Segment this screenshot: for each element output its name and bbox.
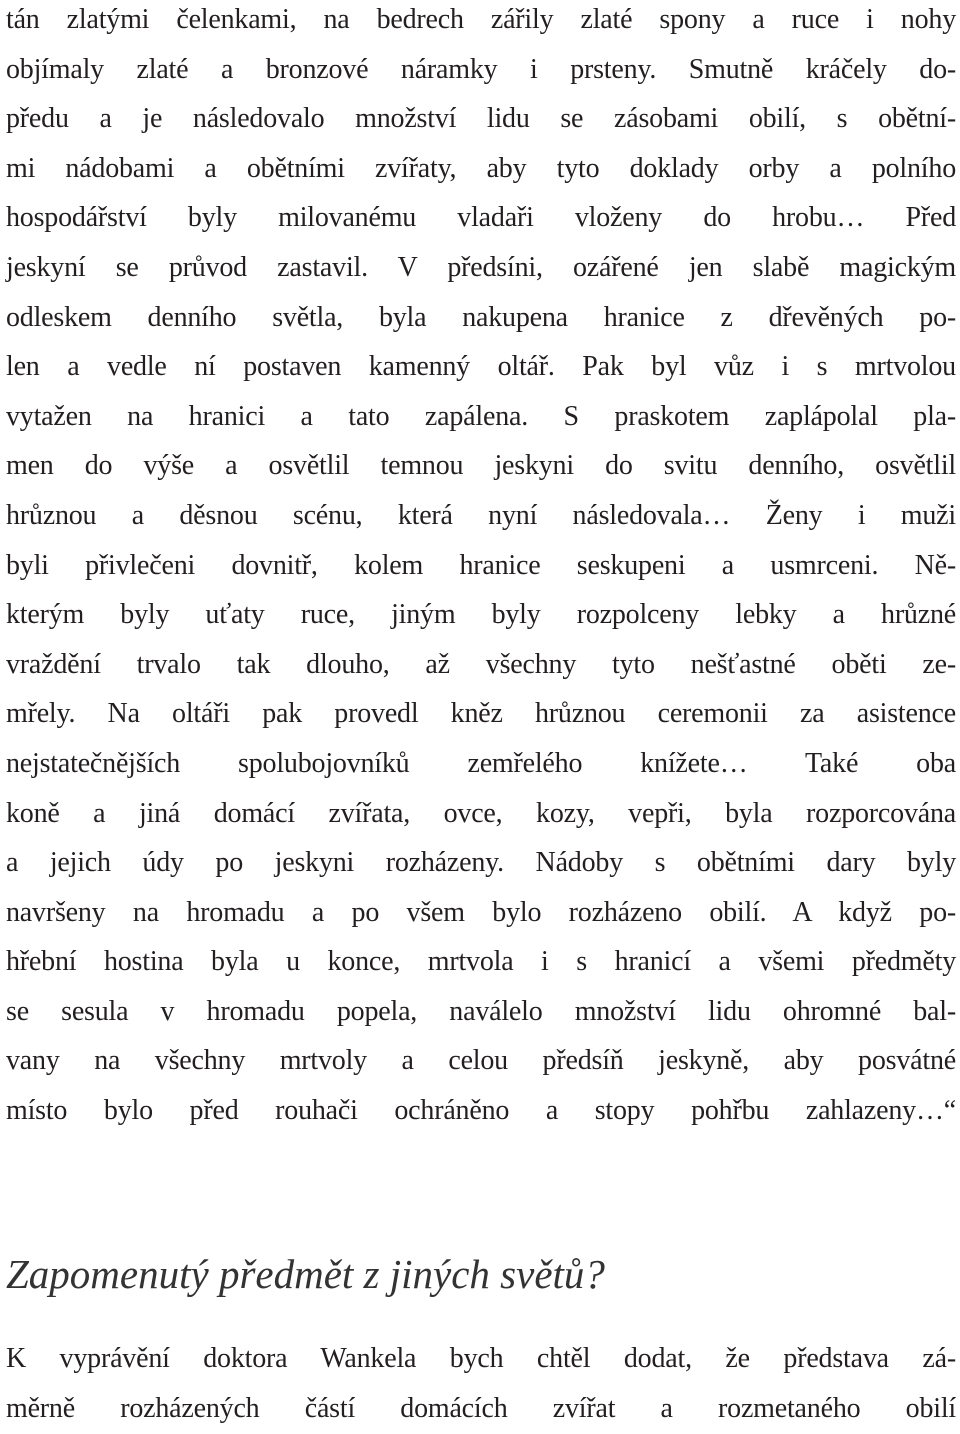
text-line: objímaly zlaté a bronzové náramky i prsteny. Smutně kráčely do- <box>6 53 956 85</box>
section-heading: Zapomenutý předmět z jiných světů? <box>6 1251 605 1297</box>
text-line: nejstatečnějších spolubojovníků zemřelého knížete… Také oba <box>6 747 956 779</box>
text-line: men do výše a osvětlil temnou jeskyni do svitu denního, osvětlil <box>6 450 956 482</box>
text-line: se sesula v hromadu popela, naválelo množství lidu ohromné bal- <box>6 995 956 1027</box>
text-line: hrůznou a děsnou scénu, která nyní následovala… Ženy i muži <box>6 499 956 531</box>
text-line: vraždění trvalo tak dlouho, až všechny tyto nešťastné oběti ze- <box>6 648 956 680</box>
text-line: koně a jiná domácí zvířata, ovce, kozy, vepři, byla rozporcována <box>6 797 956 829</box>
text-line: místo bylo před rouhači ochráněno a stopy pohřbu zahlazeny…“ <box>6 1095 956 1127</box>
body-paragraph-1 <box>6 0 956 1136</box>
text-line: navršeny na hromadu a po všem bylo rozházeno obilí. A když po- <box>6 896 956 928</box>
body-paragraph-2 <box>6 1334 956 1433</box>
text-line: K vyprávění doktora Wankela bych chtěl dodat, že představa zá- <box>6 1343 956 1374</box>
text-line: hospodářství byly milovanému vladaři vloženy do hrobu… Před <box>6 202 956 234</box>
text-line: jeskyní se průvod zastavil. V předsíni, ozářené jen slabě magickým <box>6 251 956 283</box>
text-line: předu a je následovalo množství lidu se zásobami obilí, s obětní- <box>6 103 956 135</box>
text-line: mi nádobami a obětními zvířaty, aby tyto doklady orby a polního <box>6 152 956 184</box>
text-line: měrně rozházených částí domácích zvířat a rozmetaného obilí <box>6 1392 956 1424</box>
text-line: hřební hostina byla u konce, mrtvola i s hranicí a všemi předměty <box>6 946 956 978</box>
text-line: odleskem denního světla, byla nakupena hranice z dřevěných po- <box>6 301 956 333</box>
text-line: mřely. Na oltáři pak provedl kněz hrůznou ceremonii za asistence <box>6 698 956 730</box>
text-line: kterým byly uťaty ruce, jiným byly rozpolceny lebky a hrůzné <box>6 599 956 631</box>
text-line: vytažen na hranici a tato zapálena. S praskotem zaplápolal pla- <box>6 400 956 432</box>
text-line: tán zlatými čelenkami, na bedrech zářily zlaté spony a ruce i nohy <box>6 4 956 35</box>
text-line: len a vedle ní postaven kamenný oltář. Pak byl vůz i s mrtvolou <box>6 351 956 383</box>
text-line: a jejich údy po jeskyni rozházeny. Nádoby s obětními dary byly <box>6 847 956 879</box>
text-line: byli přivlečeni dovnitř, kolem hranice seskupeni a usmrceni. Ně- <box>6 549 956 581</box>
text-line: vany na všechny mrtvoly a celou předsíň jeskyně, aby posvátné <box>6 1045 956 1077</box>
